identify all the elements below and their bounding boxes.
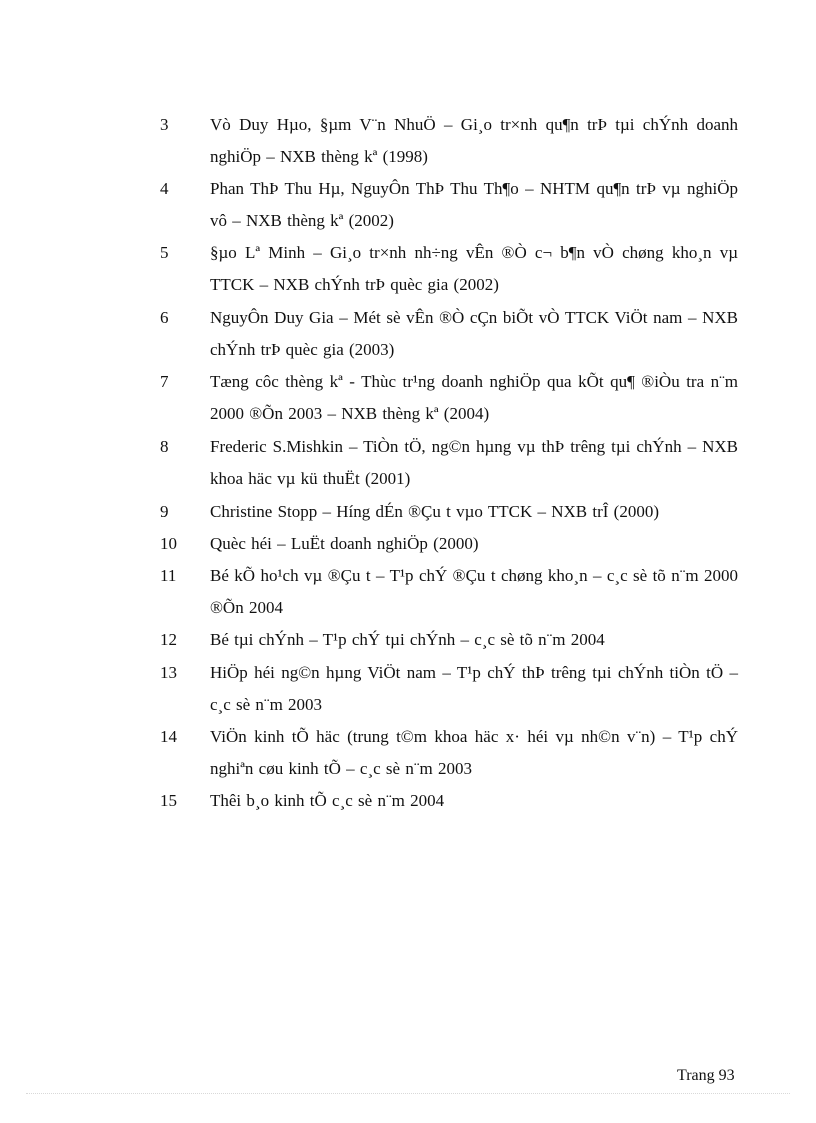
reference-number: 14: [160, 727, 177, 746]
reference-number: 4: [160, 179, 169, 198]
reference-number: 15: [160, 791, 177, 810]
reference-text: Bé tµi chÝnh – T¹p chÝ tµi chÝnh – c¸c sè tõ n¨m 2004: [210, 630, 605, 649]
reference-text: Quèc héi – LuËt doanh nghiÖp (2000): [210, 534, 479, 553]
reference-text: Vò Duy Hµo, §µm V¨n NhuÖ – Gi¸o tr×nh qu¶n trÞ tµi chÝnh doanh nghiÖp – NXB thèng kª (1998): [210, 115, 738, 166]
reference-text: ViÖn kinh tÕ häc (trung t©m khoa häc x· héi vµ nh©n v¨n) – T¹p chÝ nghiªn cøu kinh tÕ – c¸c sè n¨m 2003: [210, 727, 738, 778]
reference-text: §µo Lª Minh – Gi¸o tr×nh nh÷ng vÊn ®Ò c¬ b¶n vÒ chøng kho¸n vµ TTCK – NXB chÝnh trÞ quèc gia (2002): [210, 243, 738, 294]
reference-text: Frederic S.Mishkin – TiÒn tÖ, ng©n hµng vµ thÞ trêng tµi chÝnh – NXB khoa häc vµ kü thuËt (2001): [210, 437, 738, 488]
page-number: Trang 93: [677, 1067, 735, 1084]
reference-number: 9: [160, 502, 169, 521]
reference-text: HiÖp héi ng©n hµng ViÖt nam – T¹p chÝ thÞ trêng tµi chÝnh tiÒn tÖ – c¸c sè n¨m 2003: [210, 663, 738, 714]
reference-number: 8: [160, 437, 169, 456]
reference-text: Christine Stopp – Híng dÉn ®Çu t vµo TTCK – NXB trÎ (2000): [210, 502, 660, 521]
reference-number: 5: [160, 243, 169, 262]
reference-number: 10: [160, 534, 177, 553]
reference-text: NguyÔn Duy Gia – Mét sè vÊn ®Ò cÇn biÕt vÒ TTCK ViÖt nam – NXB chÝnh trÞ quèc gia (2003): [210, 308, 738, 359]
reference-text: Bé kÕ ho¹ch vµ ®Çu t – T¹p chÝ ®Çu t chøng kho¸n – c¸c sè tõ n¨m 2000 ®Õn 2004: [210, 566, 738, 617]
page-bottom-divider: [26, 1093, 790, 1094]
reference-text: Thêi b¸o kinh tÕ c¸c sè n¨m 2004: [210, 791, 445, 810]
reference-number: 7: [160, 372, 169, 391]
reference-text: Tæng côc thèng kª - Thùc tr¹ng doanh nghiÖp qua kÕt qu¶ ®iÒu tra n¨m 2000 ®Õn 2003 – NXB thèng kª (2004): [210, 372, 738, 423]
reference-number: 11: [160, 566, 177, 585]
reference-text: Phan ThÞ Thu Hµ, NguyÔn ThÞ Thu Th¶o – NHTM qu¶n trÞ vµ nghiÖp vô – NXB thèng kª (2002): [210, 179, 738, 230]
reference-number: 13: [160, 663, 177, 682]
reference-number: 12: [160, 630, 177, 649]
reference-number: 3: [160, 115, 169, 134]
reference-number: 6: [160, 308, 169, 327]
